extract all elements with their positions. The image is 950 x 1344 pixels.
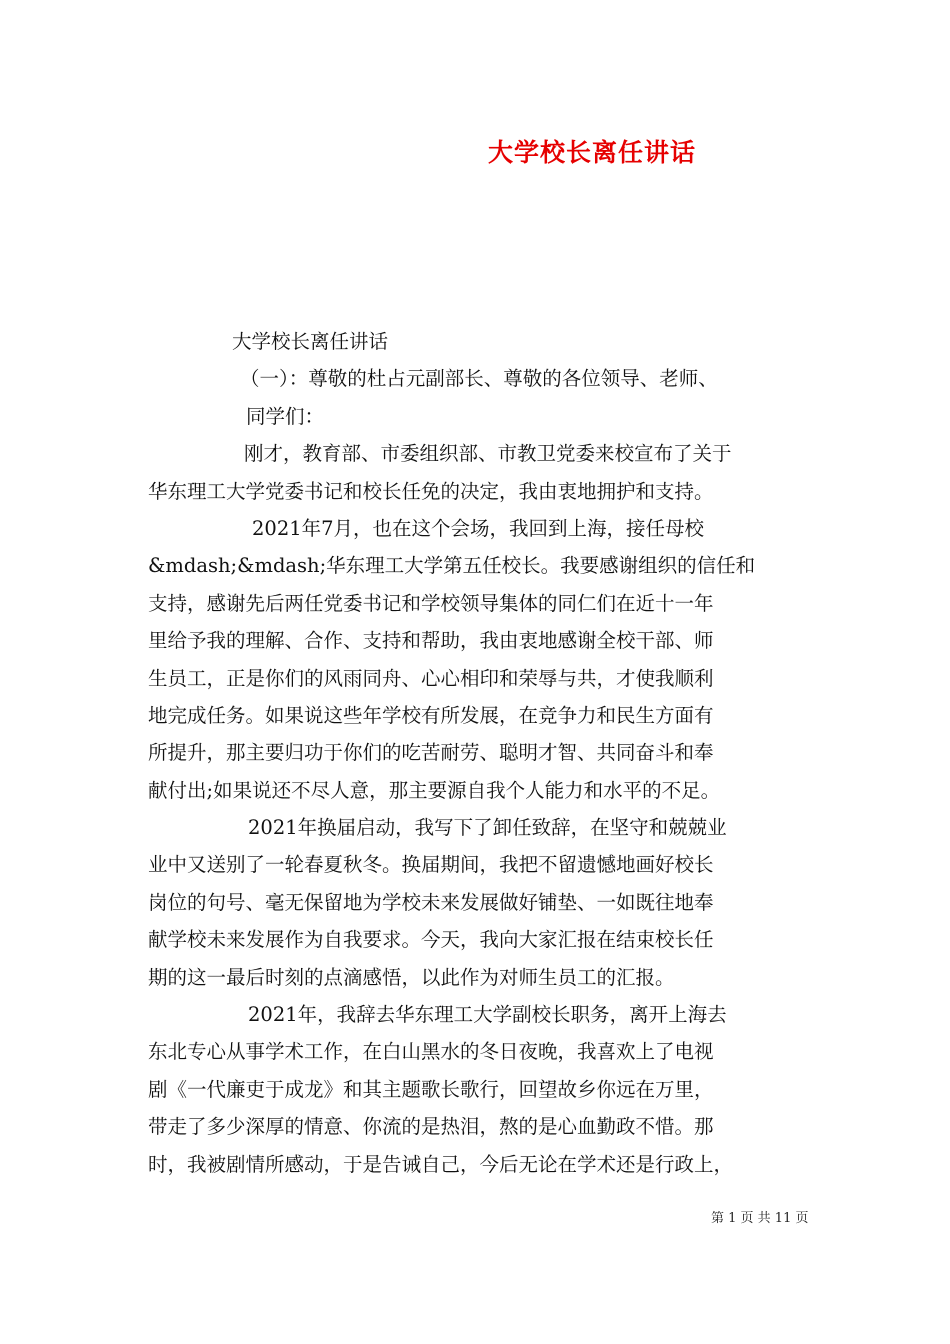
body-line: 时，我被剧情所感动，于是告诫自己，今后无论在学术还是行政上，	[148, 1152, 734, 1176]
body-line: 华东理工大学党委书记和校长任免的决定，我由衷地拥护和支持。	[148, 479, 714, 503]
body-line: 同学们：	[246, 404, 325, 428]
body-line: 剧《一代廉吏于成龙》和其主题歌长歌行，回望故乡你远在万里，	[148, 1077, 714, 1101]
body-line: 期的这一最后时刻的点滴感悟，以此作为对师生员工的汇报。	[148, 965, 675, 989]
body-line: （一）：尊敬的杜占元副部长、尊敬的各位领导、老师、	[240, 367, 718, 391]
page-footer: 第 1 页 共 11 页	[711, 1211, 809, 1226]
body-line: 献学校未来发展作为自我要求。今天，我向大家汇报在结束校长任	[148, 928, 714, 952]
body-line: 里给予我的理解、合作、支持和帮助，我由衷地感谢全校干部、师	[148, 629, 714, 653]
body-line: &mdash;&mdash;华东理工大学第五任校长。我要感谢组织的信任和	[148, 554, 756, 578]
body-line: 岗位的句号、毫无保留地为学校未来发展做好铺垫、一如既往地奉	[148, 890, 714, 914]
document-body	[148, 323, 814, 1183]
body-line: 所提升，那主要归功于你们的吃苦耐劳、聪明才智、共同奋斗和奉	[148, 741, 714, 765]
body-line: 业中又送别了一轮春夏秋冬。换届期间，我把不留遗憾地画好校长	[148, 853, 714, 877]
body-line: 2021年换届启动，我写下了卸任致辞，在坚守和兢兢业	[248, 816, 727, 840]
body-heading: 大学校长离任讲话	[232, 330, 389, 353]
body-line: 2021年，我辞去华东理工大学副校长职务，离开上海去	[248, 1003, 727, 1027]
body-line: 生员工，正是你们的风雨同舟、心心相印和荣辱与共，才使我顺利	[148, 666, 714, 690]
body-line: 带走了多少深厚的情意、你流的是热泪，熬的是心血勤政不惜。那	[148, 1115, 714, 1139]
body-line: 2021年7月，也在这个会场，我回到上海，接任母校	[252, 516, 705, 540]
document-title: 大学校长离任讲话	[488, 138, 697, 167]
body-line: 东北专心从事学术工作，在白山黑水的冬日夜晚，我喜欢上了电视	[148, 1040, 714, 1064]
body-line: 刚才，教育部、市委组织部、市教卫党委来校宣布了关于	[244, 442, 732, 466]
body-line: 地完成任务。如果说这些年学校有所发展，在竞争力和民生方面有	[148, 703, 714, 727]
body-line: 献付出;如果说还不尽人意，那主要源自我个人能力和水平的不足。	[148, 778, 721, 802]
body-line: 支持，感谢先后两任党委书记和学校领导集体的同仁们在近十一年	[148, 591, 714, 615]
